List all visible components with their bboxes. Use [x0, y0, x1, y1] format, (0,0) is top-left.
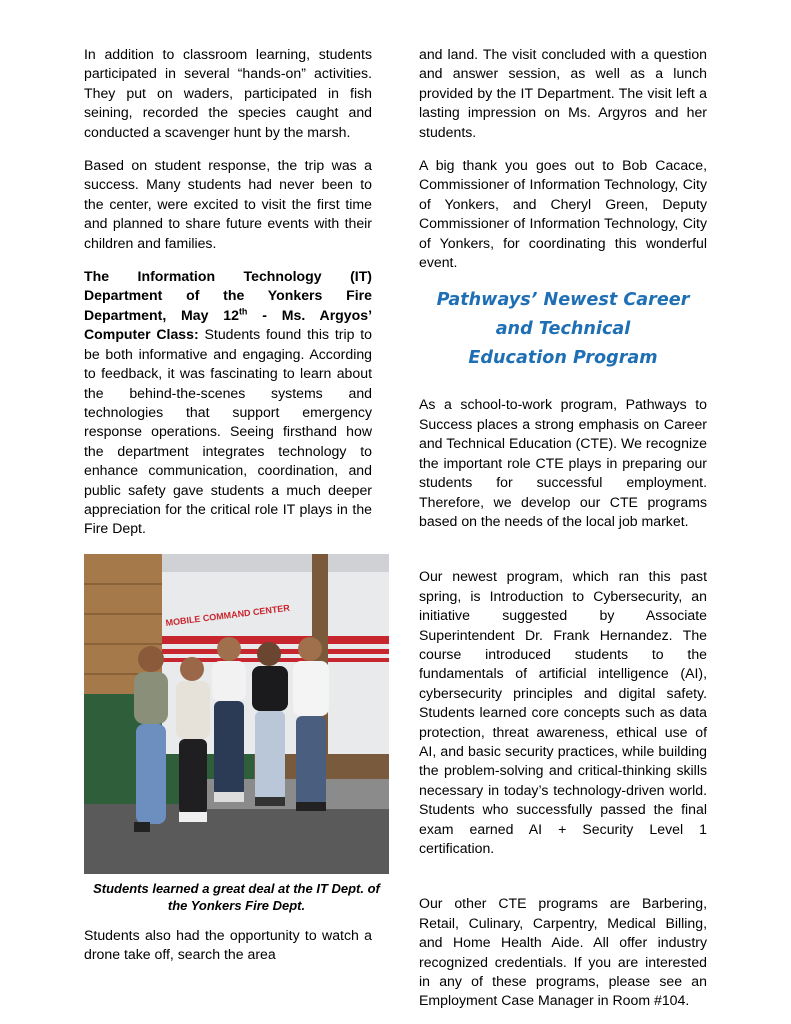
paragraph-other-programs: Our other CTE programs are Barbering, Retail, Culinary, Carpentry, Medical Billing, and Home Health Aide. All offer industry recognized credentials. If you are interested in any of these programs, please see an Employment Case Manager in Room #104.	[419, 895, 707, 1009]
section-heading: Pathways’ Newest Career and Technical Education Program	[436, 290, 690, 369]
truck-sign-text: MOBILE COMMAND CENTER	[165, 602, 291, 628]
photo-caption: Students learned a great deal at the IT Dept. of the Yonkers Fire Dept.	[93, 880, 380, 913]
it-visit-title-a: The Information Technology (IT) Department of the Yonkers Fire Department, May 12	[84, 268, 372, 323]
right-column	[419, 45, 707, 1011]
paragraph-drone: Students also had the opportunity to watch a drone take off, search the area	[84, 926, 372, 963]
it-visit-text: Students found this trip to be both informative and engaging. According to feedback, it was fascinating to learn about the behind-the-scenes systems and technologies that support emergency response operations. Seeing firsthand how the department integrates technology to enhance communication, coordination, and public safety gave students a much deeper appreciation for the critical role IT plays in the Fire Dept.	[84, 326, 372, 537]
paragraph-cybersecurity: Our newest program, which ran this past spring, is Introduction to Cybersecurity, an initiative suggested by Associate Superintendent Dr. Frank Hernandez. The course introduced students to the fundamentals of artificial intelligence (AI), cybersecurity principles and digital safety. Students learned core concepts such as data protection, threat awareness, ethical use of AI, and basic security practices, while building the problem-solving and critical-thinking skills necessary in today’s technology-driven world. Students who successfully passed the final exam earned AI + Security Level 1 certification.	[419, 568, 707, 856]
paragraph-cte-intro: As a school-to-work program, Pathways to Success places a strong emphasis on Career and Technical Education (CTE). We recognize the important role CTE plays in preparing our students for successful employment. Therefore, we develop our CTE programs based on the needs of the local job market.	[419, 396, 707, 529]
paragraph-it-department	[84, 267, 372, 539]
paragraph-thank-you: A big thank you goes out to Bob Cacace, Commissioner of Information Technology, City of Yonkers, and Cheryl Green, Deputy Commissioner of Information Technology, City of Yonkers, for coordinating this wonderful event.	[419, 157, 707, 271]
date-suffix: th	[238, 306, 248, 317]
paragraph-visit-conclusion: and land. The visit concluded with a question and answer session, as well as a lunch provided by the IT Department. The visit left a lasting impression on Ms. Argyros and her students.	[419, 46, 707, 140]
it-visit-title-b: - Ms. Argyos’ Computer Class:	[84, 306, 372, 343]
left-column	[84, 45, 380, 965]
students-photo	[84, 554, 389, 874]
paragraph-trip-success: Based on student response, the trip was a success. Many students had never been to the center, were excited to visit the first time and planned to share future events with their children and families.	[84, 157, 372, 251]
paragraph-hands-on: In addition to classroom learning, students participated in several “hands-on” activities. They put on waders, participated in fish seining, recorded the species caught and conducted a scavenger hunt by the marsh.	[84, 46, 372, 140]
